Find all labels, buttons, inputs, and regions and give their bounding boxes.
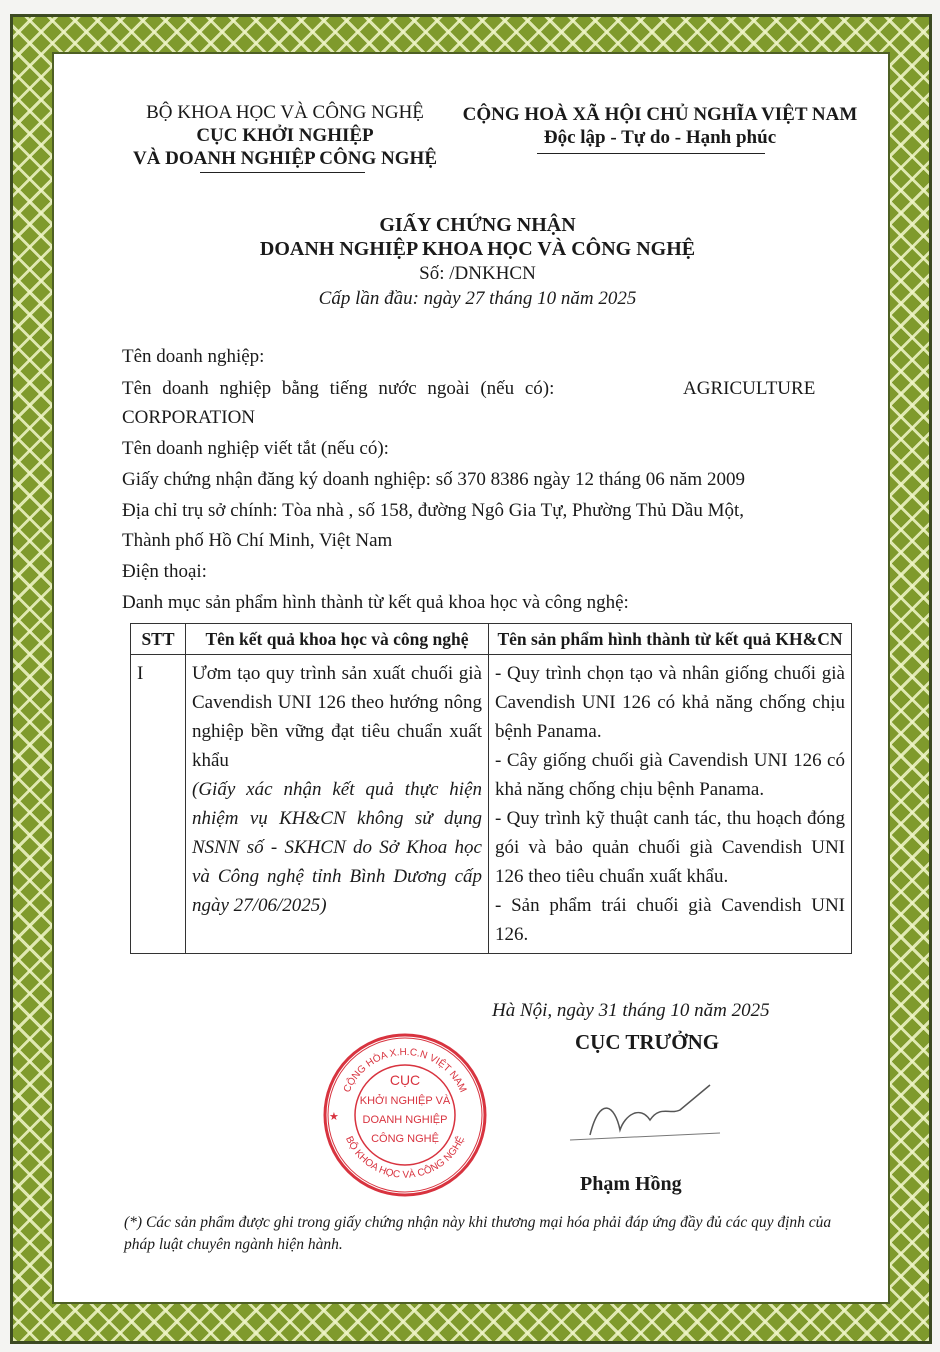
product-item: - Quy trình kỹ thuật canh tác, thu hoạch đóng gói và bảo quản chuối già Cavendish UNI 126 theo tiêu chuẩn xuất khẩu. [495,808,845,887]
footnote: (*) Các sản phẩm được ghi trong giấy chứng nhận này khi thương mại hóa phải đáp ứng đầy đủ các quy định của pháp luật chuyên ngành hiện hành. [124,1214,832,1253]
divider [200,172,365,173]
signer-name: Phạm Hồng [580,1173,682,1195]
product-list-label: Danh mục sản phẩm hình thành từ kết quả khoa học và công nghệ: [122,592,629,613]
stamp-bottom-text: BỘ KHOA HỌC VÀ CÔNG NGHỆ [343,1134,467,1181]
products-table [130,623,852,954]
result-title: Ươm tạo quy trình sản xuất chuối già Cavendish UNI 126 theo hướng nông nghiệp bền vững đạt tiêu chuẩn xuất khẩu [192,663,482,771]
country-name: CỘNG HOÀ XÃ HỘI CHỦ NGHĨA VIỆT NAM [462,104,858,125]
stamp-inner-4: CÔNG NGHỆ [371,1133,439,1145]
result-note: (Giấy xác nhận kết quả thực hiện nhiệm vụ KH&CN không sử dụng NSNN số - SKHCN do Sở Khoa học và Công nghệ tỉnh Bình Dương cấp ngày 27/06/2025) [192,779,482,916]
document-title: GIẤY CHỨNG NHẬN [379,214,576,236]
short-name-label: Tên doanh nghiệp viết tắt (nếu có): [122,438,389,459]
issue-date: Cấp lần đầu: ngày 27 tháng 10 năm 2025 [318,288,637,309]
foreign-name-value-cont: CORPORATION [122,407,256,428]
product-item: - Quy trình chọn tạo và nhân giống chuối già Cavendish UNI 126 có khả năng chống chịu bệnh Panama. [495,663,845,742]
foreign-name-value: AGRICULTURE [683,378,816,399]
place-date: Hà Nội, ngày 31 tháng 10 năm 2025 [492,1000,770,1021]
handwritten-signature [560,1075,730,1155]
registration-info: Giấy chứng nhận đăng ký doanh nghiệp: số 370 8386 ngày 12 tháng 06 năm 2009 [122,469,745,490]
agency-name-2: VÀ DOANH NGHIỆP CÔNG NGHỆ [132,148,438,169]
product-item: - Cây giống chuối già Cavendish UNI 126 có khả năng chống chịu bệnh Panama. [495,750,845,800]
foreign-name-label: Tên doanh nghiệp bằng tiếng nước ngoài (nếu có): [122,378,555,399]
ministry-name: BỘ KHOA HỌC VÀ CÔNG NGHỆ [146,102,424,123]
official-stamp [320,1030,490,1200]
divider [537,153,765,154]
table-header-row [131,624,852,655]
company-name-label: Tên doanh nghiệp: [122,346,265,367]
address-line-2: Thành phố Hồ Chí Minh, Việt Nam [122,530,393,551]
document-subtitle: DOANH NGHIỆP KHOA HỌC VÀ CÔNG NGHỆ [259,238,696,260]
star-icon: ★ [329,1111,339,1123]
cell-products [489,655,852,954]
stamp-inner-1: CỤC [389,1072,421,1088]
cell-stt: I [131,655,186,954]
cell-result [186,655,489,954]
stamp-inner-3: DOANH NGHIỆP [362,1114,448,1126]
stamp-top-text: CỘNG HÒA X.H.C.N VIỆT NAM [341,1046,469,1095]
address-line-1: Địa chỉ trụ sở chính: Tòa nhà , số 158, đường Ngô Gia Tự, Phường Thủ Dầu Một, [122,500,745,521]
col-header-product: Tên sản phẩm hình thành từ kết quả KH&CN [489,624,852,655]
signer-position: CỤC TRƯỞNG [575,1030,720,1054]
product-item: - Sản phẩm trái chuối già Cavendish UNI 126. [495,895,845,945]
table-row [131,655,852,954]
agency-name-1: CỤC KHỞI NGHIỆP [196,125,374,146]
col-header-result: Tên kết quả khoa học và công nghệ [186,624,489,655]
motto: Độc lập - Tự do - Hạnh phúc [543,127,777,148]
phone-label: Điện thoại: [122,561,207,582]
col-header-stt: STT [131,624,186,655]
certificate-number: Số: /DNKHCN [419,263,536,284]
stamp-inner-2: KHỞI NGHIỆP VÀ [359,1095,451,1107]
